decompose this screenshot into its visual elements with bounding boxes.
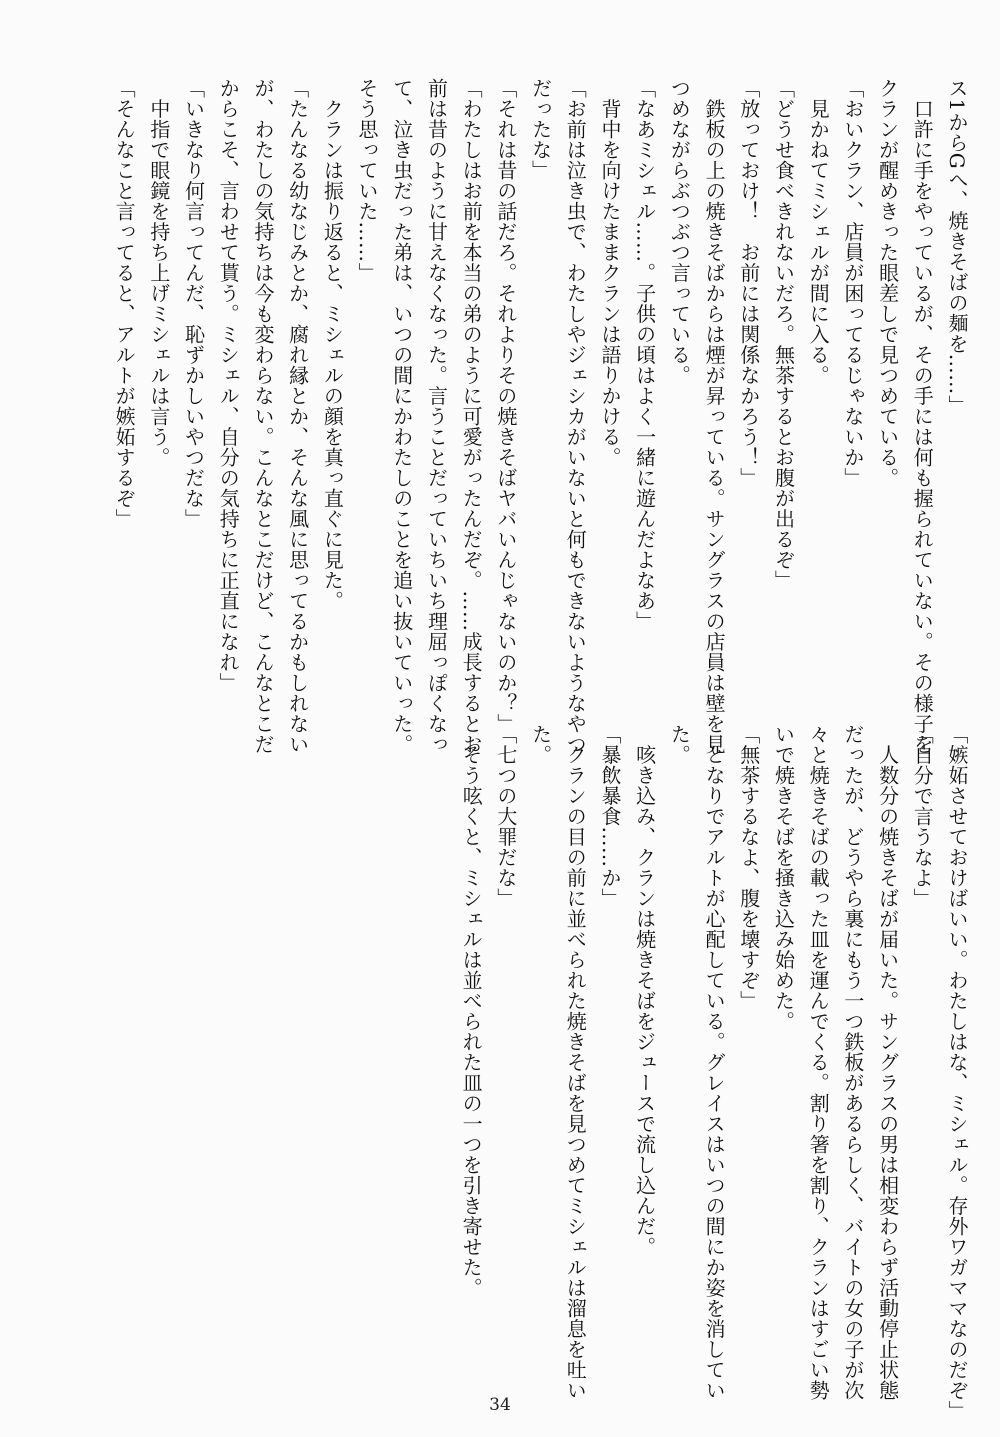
bottom-text-line: だったが、どうやら裏にもう一つ鉄板があるらしく、バイトの女の子が次 [840, 724, 865, 1401]
top-text-line: だったな」 [528, 78, 553, 181]
bottom-text-line: 人数分の焼きそばが届いた。サングラスの男は相変わらず活動停止状態 [875, 724, 900, 1401]
top-text-line: 「そんなこと言ってると、アルトが嫉妬するぞ」 [112, 78, 137, 529]
top-text-line: 「お前は泣き虫で、わたしやジェシカがいないと何もできないようなやつ [563, 78, 588, 755]
bottom-text-line: た。 [667, 724, 692, 765]
top-text-line: 口許に手をやっているが、その手には何も握られていない。その様子を [910, 78, 935, 755]
top-text-line: 「放っておけ！ お前には関係なかろう！」 [736, 78, 761, 488]
top-text-line: 「どうせ食べきれないだろ。無茶するとお腹が出るぞ」 [771, 78, 796, 591]
top-text-line: 「わたしはお前を本当の弟のように可愛がったんだぞ。……成長するとお [459, 78, 484, 755]
top-text-line: 見かねてミシェルが間に入る。 [806, 78, 831, 386]
bottom-text-line: 々と焼きそばの載った皿を運んでくる。割り箸を割り、クランはすごい勢 [806, 724, 831, 1401]
bottom-text-line: 「無茶するなよ、腹を壊すぞ」 [736, 724, 761, 1011]
top-text-line: 前は昔のように甘えなくなった。言うことだっていちいち理屈っぽくなっ [424, 78, 449, 755]
top-text-line: 「それは昔の話だろ。それよりその焼きそばヤバいんじゃないのか？」 [493, 78, 518, 734]
bottom-text-line: 「暴飲暴食……か」 [597, 724, 622, 909]
top-text-line: が、わたしの気持ちは今も変わらない。こんなとこだけど、こんなとこだ [250, 78, 275, 755]
top-text-line: 鉄板の上の焼きそばからは煙が昇っている。サングラスの店員は壁を見 [702, 78, 727, 755]
bottom-text-line: 「七つの大罪だな」 [493, 724, 518, 909]
bottom-text-line: クランの目の前に並べられた焼きそばを見つめてミシェルは溜息を吐い [563, 724, 588, 1401]
bottom-text-line: となりでアルトが心配している。グレイスはいつの間にか姿を消してい [702, 724, 727, 1401]
top-text-line: クランは振り返ると、ミシェルの顔を真っ直ぐに見た。 [320, 78, 345, 611]
top-text-line: そう思っていた……」 [355, 78, 380, 283]
top-text-line: つめながらぶつぶつ言っている。 [667, 78, 692, 386]
bottom-text-line: 「嫉妬させておけばいい。わたしはな、ミシェル。存外ワガママなのだぞ」 [945, 724, 969, 1421]
top-text-line: 「いきなり何言ってんだ、恥ずかしいやつだな」 [181, 78, 206, 529]
top-text-line: て、泣き虫だった弟は、いつの間にかわたしのことを追い抜いていった。 [389, 78, 414, 755]
top-text-block [106, 78, 974, 755]
bottom-text-line: 咳き込み、クランは焼きそばをジュースで流し込んだ。 [632, 724, 657, 1257]
bottom-text-line: た。 [528, 724, 553, 765]
top-text-line: 「たんなる幼なじみとか、腐れ縁とか、そんな風に思ってるかもしれない [285, 78, 310, 755]
top-text-line: 中指で眼鏡を持ち上げミシェルは言う。 [146, 78, 171, 468]
bottom-text-line: 「自分で言うなよ」 [910, 724, 935, 909]
top-text-line: ス1からGへ、焼きそばの麺を……」 [945, 78, 969, 416]
top-text-line: 背中を向けたままクランは語りかける。 [597, 78, 622, 468]
page-number: 34 [489, 1395, 511, 1415]
top-text-line: 「おいクラン、店員が困ってるじゃないか」 [840, 78, 865, 488]
top-text-line: からこそ、言わせて貰う。ミシェル、自分の気持ちに正直になれ」 [216, 78, 241, 693]
top-text-line: クランが醒めきった眼差しで見つめている。 [875, 78, 900, 488]
bottom-text-line: いで焼きそばを掻き込み始めた。 [771, 724, 796, 1032]
top-text-line: 「なあミシェル……。子供の頃はよく一緒に遊んだよなあ」 [632, 78, 657, 632]
bottom-text-line: そう呟くと、ミシェルは並べられた皿の一つを引き寄せた。 [459, 724, 484, 1298]
